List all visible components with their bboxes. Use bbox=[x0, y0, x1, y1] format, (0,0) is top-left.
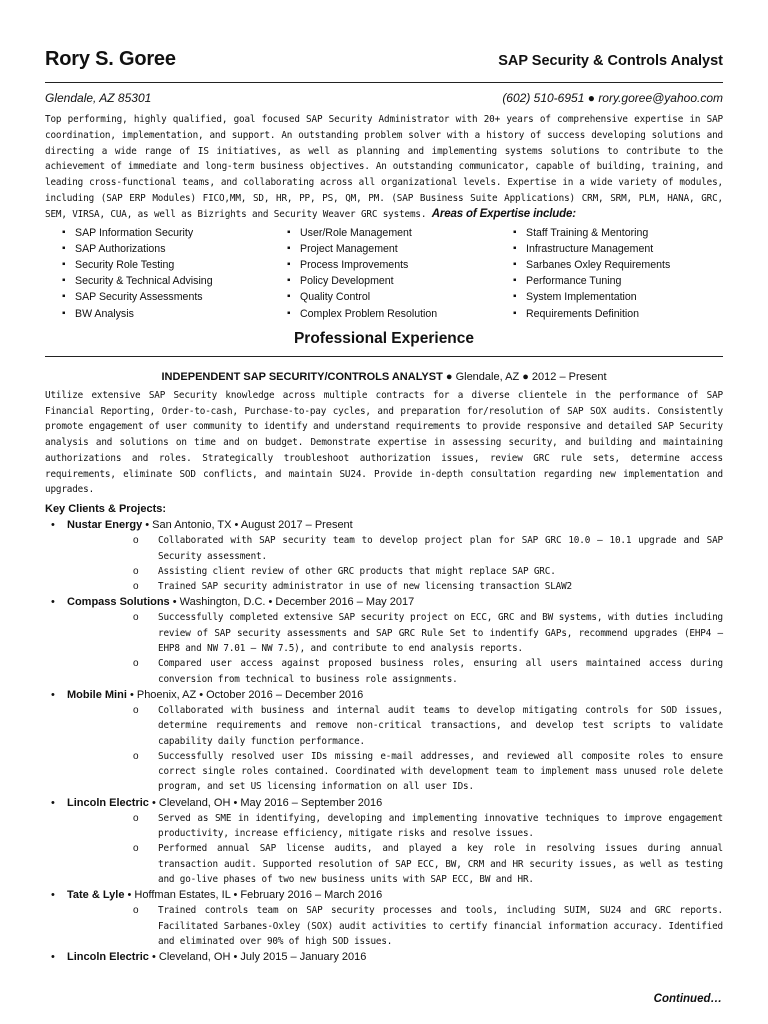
skill-item: ▪ System Implementation bbox=[496, 289, 723, 305]
phone: (602) 510-6951 bbox=[502, 91, 585, 105]
skill-item: ▪ Sarbanes Oxley Requirements bbox=[496, 257, 723, 273]
email-link[interactable]: rory.goree@yahoo.com bbox=[598, 91, 723, 105]
skill-item: ▪ Requirements Definition bbox=[496, 306, 723, 322]
skill-item: ▪ SAP Security Assessments bbox=[45, 289, 270, 305]
resume-header bbox=[45, 48, 723, 76]
separator-dot: ● bbox=[587, 91, 595, 105]
skills-column-1 bbox=[45, 225, 270, 322]
role-title: INDEPENDENT SAP SECURITY/CONTROLS ANALYST bbox=[161, 370, 443, 383]
role-description: Utilize extensive SAP Security knowledge across multiple contracts for a diverse clientele in the performance of SAP Financial Reporting, Order-to-cash, Purchase-to-pay cycles, and preparation for/resolution of SAP SOX audits. Consistently promote engagement of user community to identify and understand requirements to provide responsive and detailed SAP Security analysis and solutions on time and on budget. Demonstrate expertise in assessing security, and building and maintaining authorizations and roles. Strategically troubleshoot authorization issues, review GRC rule sets, determine access requirements, eliminate SOD conflicts, and maintain SU24. Provide in-depth consultation regarding new implementation and upgrades. bbox=[45, 389, 723, 496]
task-item: o Successfully completed extensive SAP security project on ECC, GRC and BW systems, with duties including review of SAP security assessments and SAP GRC Rule Set to indentify GAPs, recommend upgrades (EHP4 – EHP8 and NW 7.01 – NW 7.5), and contribute to end analysis reports. bbox=[45, 610, 723, 656]
header-divider bbox=[45, 82, 723, 83]
skill-item: ▪ Security & Technical Advising bbox=[45, 273, 270, 289]
client-meta: • Washington, D.C. • December 2016 – May 2017 bbox=[169, 596, 415, 609]
skills-column-3 bbox=[496, 225, 723, 322]
continued-label: Continued… bbox=[653, 993, 722, 1005]
client-heading bbox=[45, 594, 723, 610]
client-name: Mobile Mini bbox=[67, 688, 127, 701]
task-list bbox=[45, 703, 723, 795]
skill-item: ▪ Security Role Testing bbox=[45, 257, 270, 273]
task-item: o Assisting client review of other GRC products that might replace SAP GRC. bbox=[45, 564, 723, 579]
task-item: o Performed annual SAP license audits, and played a key role in resolving issues during annual transaction audit. Supported resolution of SAP ECC, BW, CRM and HR security issues, as well as testing and go-live phases of two new business units with SAP ECC, BW and HR. bbox=[45, 841, 723, 887]
skill-item: ▪ Process Improvements bbox=[270, 257, 496, 273]
client-entry bbox=[45, 887, 723, 949]
task-item: o Compared user access against proposed business roles, ensuring all users maintained access during conversion from technical to business role assignments. bbox=[45, 656, 723, 687]
location: Glendale, AZ 85301 bbox=[45, 91, 152, 105]
contact-line bbox=[45, 91, 723, 107]
client-name: Tate & Lyle bbox=[67, 889, 125, 902]
client-entry bbox=[45, 594, 723, 686]
section-title-experience: Professional Experience bbox=[293, 329, 475, 347]
client-heading bbox=[45, 517, 723, 533]
skill-item: ▪ SAP Information Security bbox=[45, 225, 270, 241]
contact-details bbox=[502, 91, 723, 107]
resume-page bbox=[45, 48, 723, 965]
task-list bbox=[45, 610, 723, 686]
task-item: o Collaborated with SAP security team to develop project plan for SAP GRC 10.0 – 10.1 upgrade and SAP Security assessment. bbox=[45, 533, 723, 564]
task-item: o Successfully resolved user IDs missing e-mail addresses, and reviewed all composite roles to ensure correct single roles contained. Coordinated with development team to implement mass unused role delete program, and set US licensing information on all user IDs. bbox=[45, 749, 723, 795]
client-name: Nustar Energy bbox=[67, 519, 143, 532]
client-meta: • Hoffman Estates, IL • February 2016 – March 2016 bbox=[124, 889, 383, 902]
skill-item: ▪ User/Role Management bbox=[270, 225, 496, 241]
skill-item: ▪ BW Analysis bbox=[45, 306, 270, 322]
task-list bbox=[45, 903, 723, 949]
client-name: Compass Solutions bbox=[67, 596, 170, 609]
client-heading bbox=[45, 795, 723, 811]
skill-item: ▪ Policy Development bbox=[270, 273, 496, 289]
skill-item: ▪ Infrastructure Management bbox=[496, 241, 723, 257]
task-item: o Trained SAP security administrator in use of new licensing transaction SLAW2 bbox=[45, 579, 723, 594]
skill-item: ▪ Staff Training & Mentoring bbox=[496, 225, 723, 241]
summary-text: Top performing, highly qualified, goal focused SAP Security Administrator with 20+ years of comprehensive expertise in SAP coordination, implementation, and support. An outstanding problem solver with a history of success developing solutions and directing a wide range of IS initiatives, as well as planning and implementing systems solutions to contribute to the achievement of immediate and long-term business objectives. An outstanding communicator, capable of building, training, and leading cross-functional teams, and collaborating across all organizational levels. Expertise in a wide variety of modules, including (SAP ERP Modules) FICO,MM, SD, HR, PP, PS, QM, PM. (SAP Business Suite Applications) CRM, SRM, PLM, HANA, GRC, SEM, VIRSA, CUA, as well as Bizrights and Security Weaver GRC systems. bbox=[45, 114, 723, 220]
skills-column-2 bbox=[270, 225, 496, 322]
skill-item: ▪ Performance Tuning bbox=[496, 273, 723, 289]
summary-paragraph bbox=[45, 112, 723, 223]
areas-of-expertise-label: Areas of Expertise include: bbox=[431, 207, 576, 220]
client-entry bbox=[45, 949, 723, 965]
client-name: Lincoln Electric bbox=[67, 951, 149, 964]
skill-item: ▪ Project Management bbox=[270, 241, 496, 257]
client-name: Lincoln Electric bbox=[67, 796, 149, 809]
client-meta: • San Antonio, TX • August 2017 – Present bbox=[142, 519, 353, 532]
key-clients-label: Key Clients & Projects: bbox=[45, 503, 167, 516]
skill-item: ▪ Complex Problem Resolution bbox=[270, 306, 496, 322]
client-heading bbox=[45, 887, 723, 903]
role-meta: ● Glendale, AZ ● 2012 – Present bbox=[442, 370, 607, 383]
candidate-title: SAP Security & Controls Analyst bbox=[498, 53, 723, 69]
task-list bbox=[45, 811, 723, 887]
skills-grid bbox=[45, 225, 723, 322]
task-item: o Served as SME in identifying, developing and implementing innovative techniques to improve engagement productivity, increase efficiency, mitigate risks and resolve issues. bbox=[45, 811, 723, 842]
task-item: o Trained controls team on SAP security processes and tools, including SUIM, SU24 and GRC reports. Facilitated Sarbanes-Oxley (SOX) audit activities to certify financial information accuracy. Identified and eliminated over 90% of high SOD issues. bbox=[45, 903, 723, 949]
role-heading bbox=[45, 371, 723, 385]
skill-item: ▪ Quality Control bbox=[270, 289, 496, 305]
section-divider bbox=[45, 356, 723, 357]
task-list bbox=[45, 533, 723, 594]
skill-item: ▪ SAP Authorizations bbox=[45, 241, 270, 257]
client-heading bbox=[45, 687, 723, 703]
client-entry bbox=[45, 795, 723, 887]
task-item: o Collaborated with business and internal audit teams to develop mitigating controls for SOD issues, determine requirements and remove non-critical transactions, and develop test scripts to validate capability daily function performance. bbox=[45, 703, 723, 749]
client-entry bbox=[45, 687, 723, 795]
client-meta: • Phoenix, AZ • October 2016 – December 2016 bbox=[126, 688, 364, 701]
client-entry bbox=[45, 517, 723, 594]
client-heading bbox=[45, 949, 723, 965]
candidate-name: Rory S. Goree bbox=[45, 48, 176, 70]
client-meta: • Cleveland, OH • May 2016 – September 2016 bbox=[148, 796, 383, 809]
client-meta: • Cleveland, OH • July 2015 – January 2016 bbox=[148, 951, 367, 964]
